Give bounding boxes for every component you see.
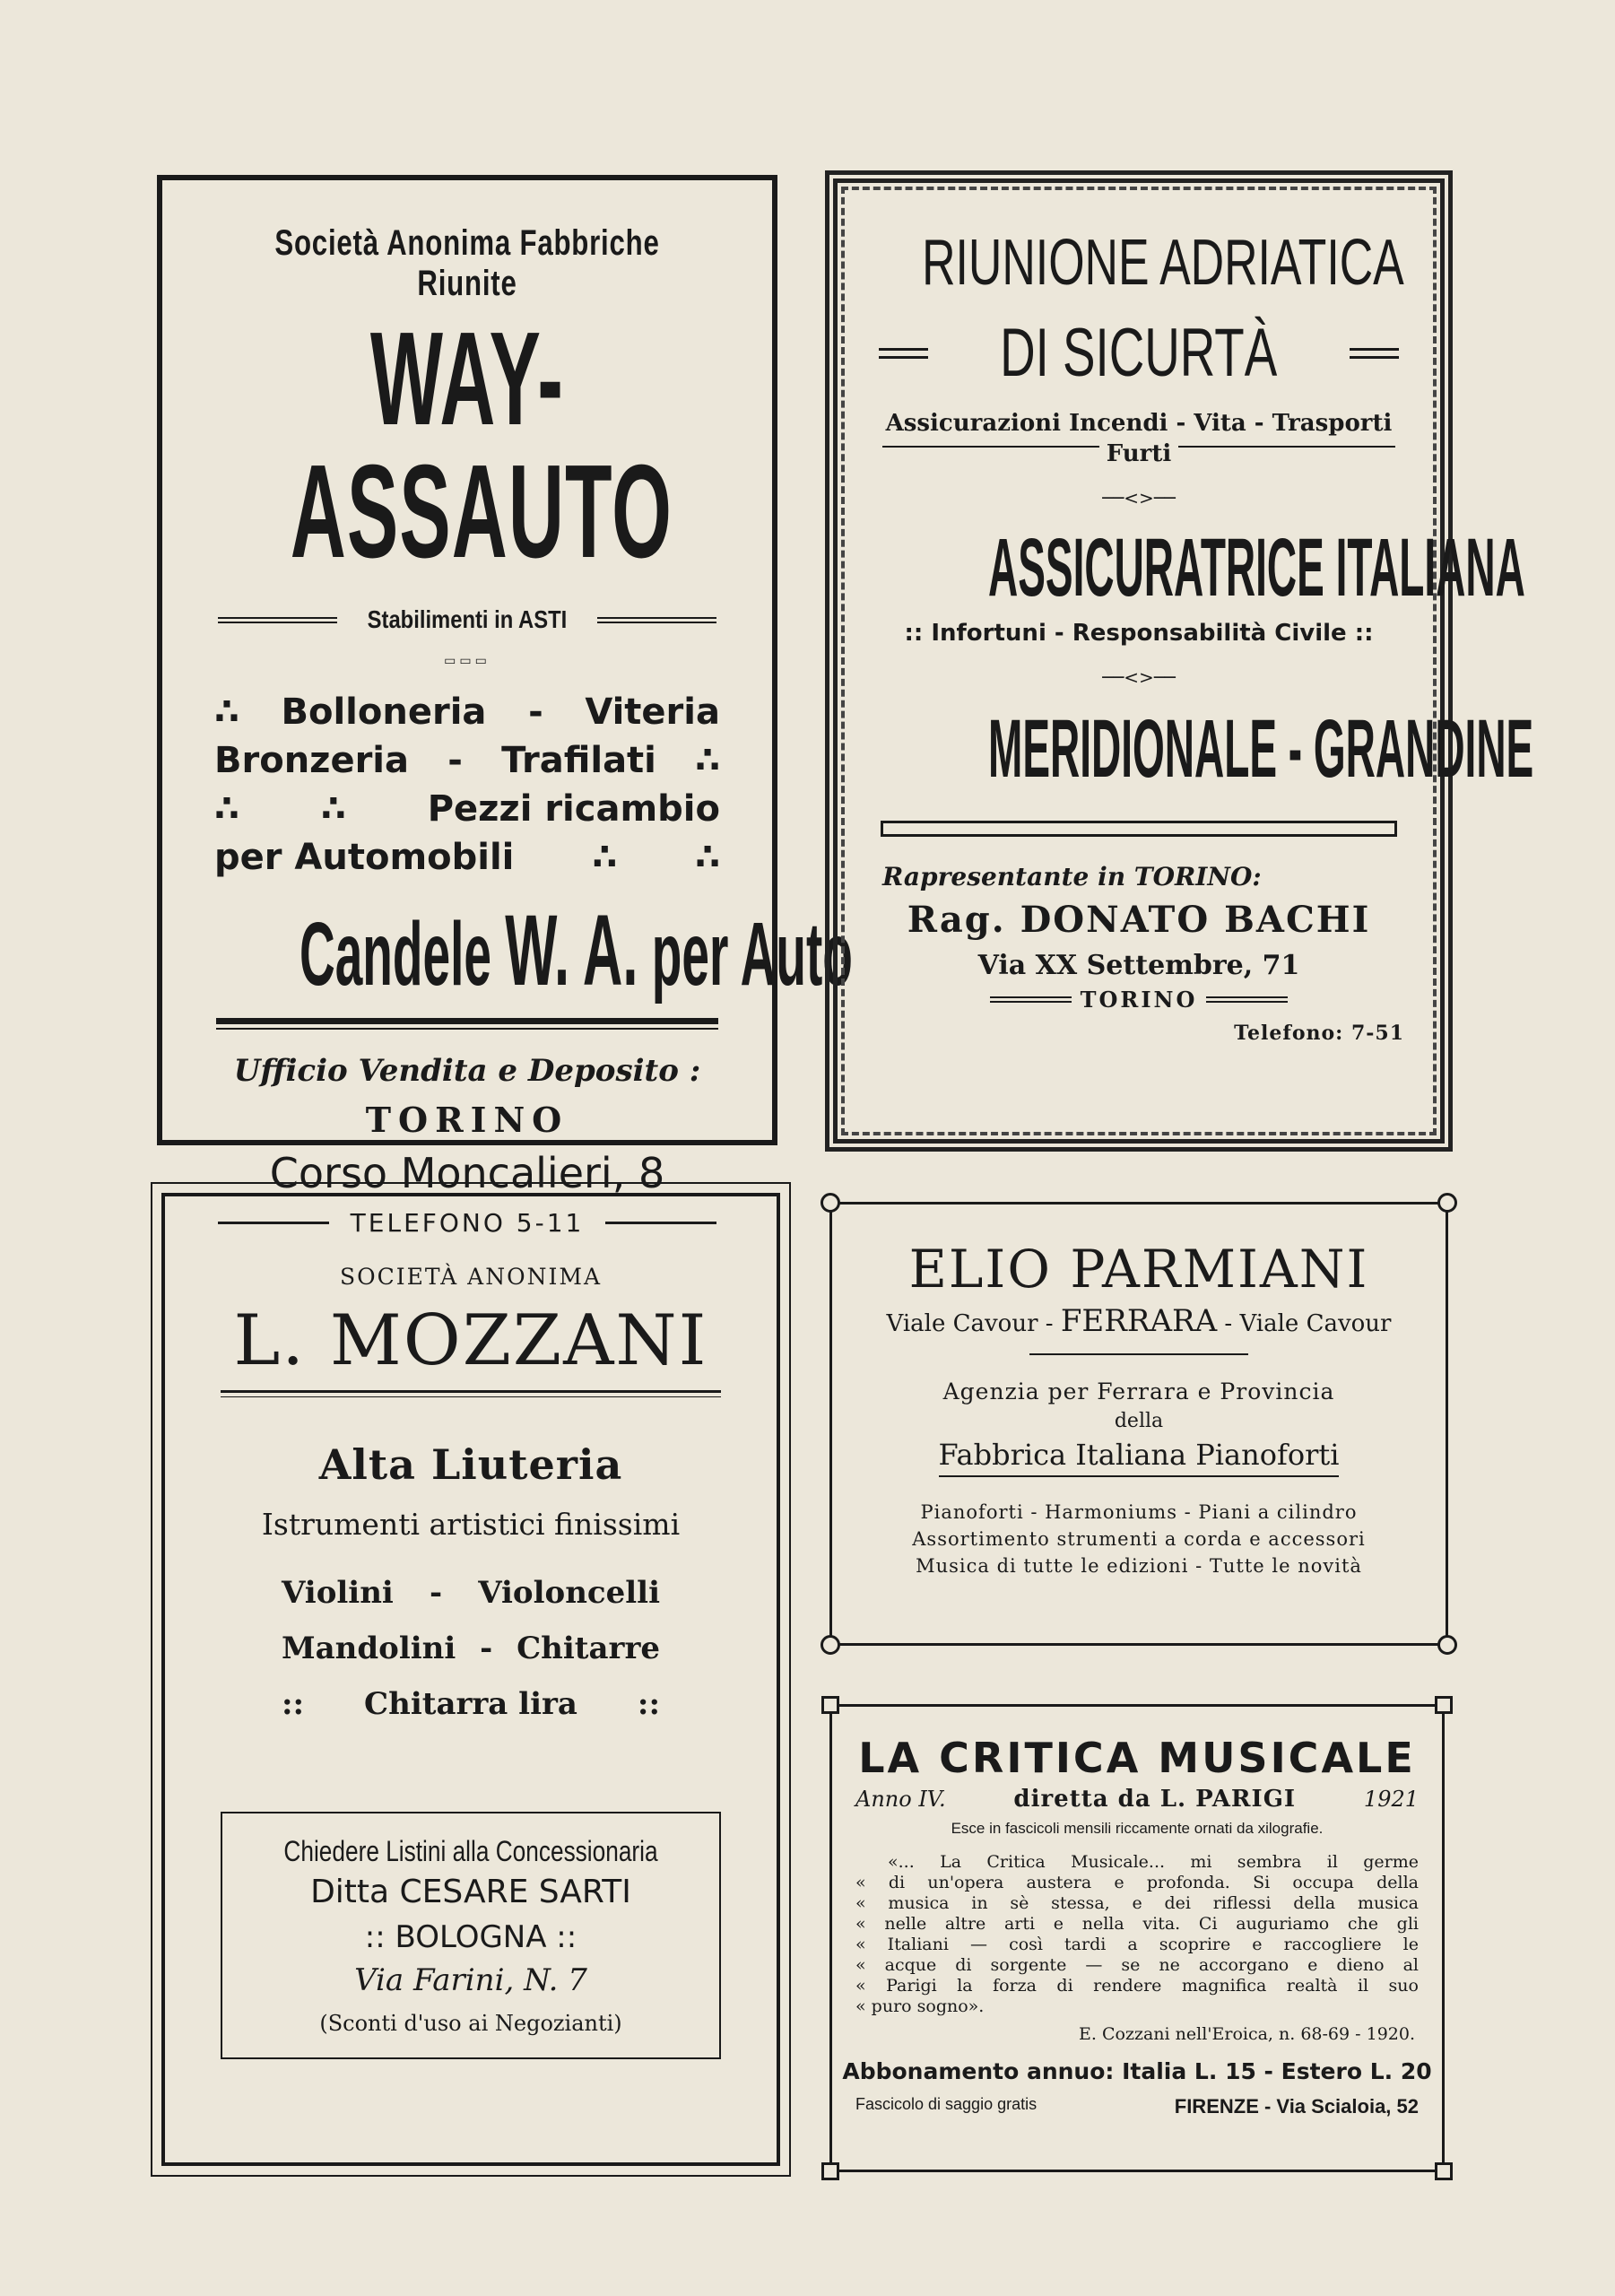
address-line [832,1303,1446,1339]
product-text: Bolloneria [281,691,487,733]
magazine-title: LA CRITICA MUSICALE [858,1734,1416,1782]
quote-line: « puro sogno». [855,1996,985,2016]
divider [221,1396,721,1397]
title-line-2: DI SICURTÀ [1000,315,1278,391]
company-name: L. MOZZANI [233,1300,708,1381]
footer-row [832,2084,1442,2118]
city: TORINO [365,1100,569,1140]
product-text: Viteria [585,691,720,733]
corner-ornament [1435,1696,1453,1714]
instrument: Mandolini [282,1631,456,1666]
instrument: Chitarra lira [364,1686,577,1722]
divider [597,617,716,623]
society-label: SOCIETÀ ANONIMA [339,1264,602,1290]
subtitle: Istrumenti artistici finissimi [261,1507,681,1542]
instrument: Violoncelli [478,1575,660,1611]
product-line: Assortimento strumenti a corda e accessori [912,1528,1366,1550]
product-text: ∴ [214,691,239,733]
instrument: Violini [282,1575,394,1611]
address: Corso Moncalieri, 8 [269,1149,665,1197]
dealer-name: Ditta CESARE SARTI [310,1874,631,1910]
subtitle-row [832,1782,1442,1813]
company-1-sub: :: Infortuni - Responsabilità Civile :: [904,620,1374,647]
product-line: Musica di tutte le edizioni - Tutte le novità [916,1555,1362,1577]
divider [216,1028,718,1030]
ad-critica-musicale [829,1704,1445,2172]
product-row [214,833,720,882]
box-ornament: ▭▭▭ [444,654,491,668]
dealer-city: :: BOLOGNA :: [364,1919,577,1955]
divider [216,1018,718,1024]
dealer-address: Via Farini, N. 7 [354,1962,587,1998]
instrument: Chitarre [517,1631,660,1666]
ad-way-assauto [157,175,853,1238]
factory: Fabbrica Italiana Pianoforti [939,1438,1340,1477]
title-line-2-row [879,314,1399,392]
rep-city: TORINO [1080,987,1198,1013]
product-lines [832,1499,1446,1579]
issue-note: Esce in fascicoli mensili riccamente ornati da xilografie. [951,1820,1324,1837]
services: Assicurazioni Incendi - Vita - Trasporti [885,410,1393,437]
divider [218,617,337,623]
ornament-icon: ──<>── [1102,487,1176,509]
product-text: ∴ [695,740,720,781]
title-line-1: RIUNIONE ADRIATICA [922,227,1404,299]
sample-note: Fascicolo di saggio gratis [855,2095,1038,2113]
corner-ornament [821,1696,839,1714]
separator: - [429,1575,443,1611]
instrument-list [165,1565,777,1732]
company-name: ELIO PARMIANI [908,1239,1369,1300]
product-text: ∴ [320,788,346,830]
plants-text: Stabilimenti in ASTI [367,605,568,633]
magazine-address: FIRENZE - Via Scialoia, 52 [1174,2095,1419,2118]
quote-line: «... La Critica Musicale... mi sembra il germe [888,1852,1419,1872]
product-text: Bronzeria [214,740,410,781]
product-text: ∴ [592,837,618,878]
product-row [214,785,720,833]
candele-brand: W. A. [505,894,638,1006]
quote-line: « di un'opera austera e profonda. Si occupa della [855,1873,1419,1892]
address-text: - Viale Cavour [1217,1310,1392,1337]
ornament-icon: ──<>── [1102,666,1176,688]
year: 1921 [1363,1787,1419,1812]
instrument-row [165,1621,777,1676]
phone: TELEFONO 5-11 [350,1208,585,1238]
editor: diretta da L. PARIGI [1013,1786,1297,1813]
company-1: ASSICURATRICE ITALIANA [988,522,1525,613]
candele-text: Candele [300,904,506,1004]
office-label: Ufficio Vendita e Deposito : [233,1053,701,1089]
ad-elio-parmiani [829,1202,1448,1646]
corner-ornament [821,1635,840,1655]
divider [221,1390,721,1393]
quote-line: « Parigi la forza di rendere magnifica realtà il suo [855,1976,1419,1996]
product-line: Pianoforti - Harmoniums - Piani a cilindro [920,1501,1358,1523]
rep-city-line [990,987,1288,1013]
separator: :: [282,1686,305,1722]
candele-line [300,894,853,1006]
product-text: - [528,691,543,733]
divider [1206,996,1288,1003]
product-row [214,688,720,736]
ad-riunione-adriatica [825,170,1534,1152]
corner-ornament [1437,1193,1457,1213]
product-row [214,736,720,785]
product-text: - [447,740,463,781]
corner-ornament [821,2162,839,2180]
candele-text: per Auto [638,904,853,1004]
agency: Agenzia per Ferrara e Provincia [942,1378,1335,1405]
dealer-note: (Sconti d'uso ai Negozianti) [319,2011,622,2036]
dealer-line: Chiedere Listini alla Concessionaria [283,1835,658,1867]
rep-address: Via XX Settembre, 71 [977,950,1300,981]
corner-ornament [1437,1635,1457,1655]
rep-label: Rapresentante in TORINO: [882,862,1262,891]
ad-mozzani [161,1193,780,2166]
product-text: per Automobili [214,837,515,878]
quote-line: « nelle altre arti e nella vita. Ci auguriamo che gli [855,1914,1419,1934]
rep-name: Rag. DONATO BACHI [907,899,1371,941]
product-list [162,688,772,882]
quote-line: « musica in sè stessa, e dei riflessi della musica [855,1893,1419,1913]
company-2: MERIDIONALE - GRANDINE [988,703,1534,795]
instrument-row [165,1676,777,1732]
separator: - [480,1631,493,1666]
quote-line: « acque di sorgente — se ne accorgano e dieno al [855,1955,1419,1975]
address-text: Viale Cavour - [886,1310,1061,1337]
address-city: FERRARA [1060,1303,1218,1339]
divider-bar [881,821,1397,837]
della: della [1114,1410,1164,1432]
citation: E. Cozzani nell'Eroica, n. 68-69 - 1920. [1079,2024,1415,2044]
quote [832,1852,1442,2017]
divider [1029,1353,1248,1355]
rep-phone: Telefono: 7-51 [1234,1022,1404,1045]
separator: :: [637,1686,660,1722]
quote-line: « Italiani — così tardi a scoprire e raccogliere le [855,1935,1419,1954]
ad-header: Società Anonima Fabbriche Riunite [274,223,660,303]
plants-line [218,605,716,634]
divider [879,348,928,359]
product-text: ∴ [214,788,239,830]
tagline: Alta Liuteria [318,1440,623,1489]
instrument-row [165,1565,777,1621]
divider [990,996,1072,1003]
product-text: ∴ [695,837,720,878]
product-text: Pezzi ricambio [427,788,720,830]
product-text: Trafilati [501,740,656,781]
issue-year: Anno IV. [855,1787,946,1812]
divider [1350,348,1399,359]
corner-ornament [1435,2162,1453,2180]
dealer-box [221,1812,721,2059]
brand-title: WAY-ASSAUTO [290,305,673,586]
services-2: Furti [1099,440,1179,467]
subscription: Abbonamento annuo: Italia L. 15 - Estero L. 20 [842,2058,1432,2084]
corner-ornament [821,1193,840,1213]
